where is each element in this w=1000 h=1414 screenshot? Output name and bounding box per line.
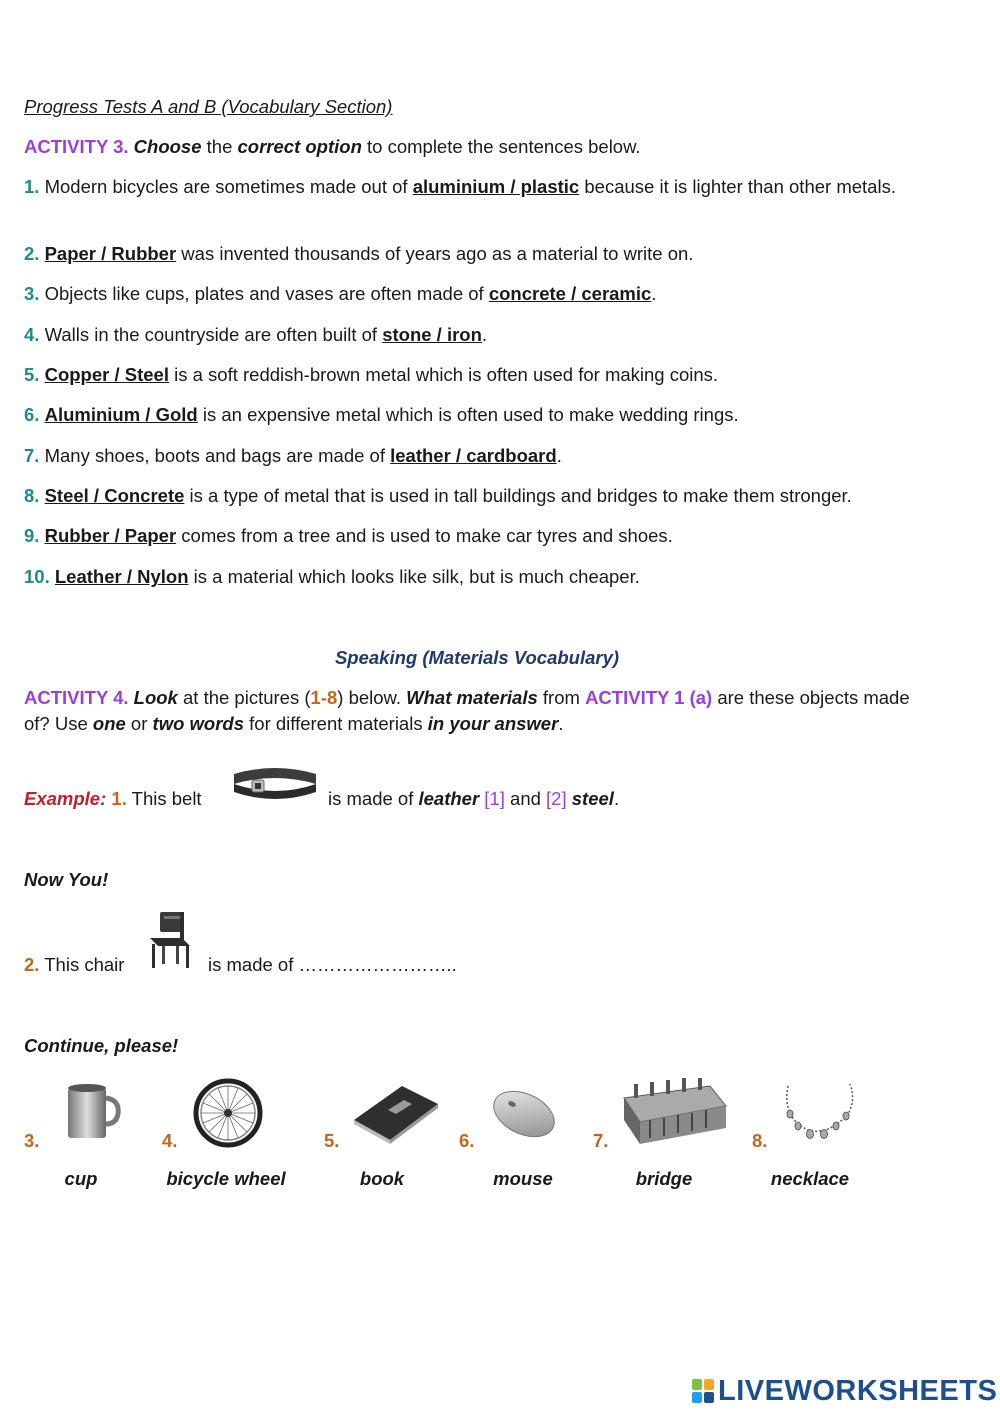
activity3-item-5: 5. Copper / Steel is a soft reddish-brown metal which is often used for making coins. (24, 364, 719, 385)
option-choice[interactable]: concrete / ceramic (488, 283, 652, 304)
option-choice[interactable]: Rubber / Paper (44, 525, 177, 546)
activity3-item-7: 7. Many shoes, boots and bags are made of leather / cardboard. (24, 445, 562, 466)
activity4-instruction: ACTIVITY 4. Look at the pictures (1-8) below. What materials from ACTIVITY 1 (a) are these objects made of? Use one or two words for different materials in your answer. (24, 687, 910, 734)
activity3-item-1: 1. Modern bicycles are sometimes made out of aluminium / plastic because it is lighter than other metals. (24, 176, 896, 197)
option-choice[interactable]: stone / iron (382, 324, 482, 345)
necklace-image (778, 1078, 860, 1144)
picture-caption: mouse (493, 1168, 553, 1189)
option-choice[interactable]: Copper / Steel (44, 364, 169, 385)
picture-number: 4. (162, 1130, 178, 1151)
question-2-answer[interactable]: is made of …………………….. (208, 954, 457, 975)
page-title: Progress Tests A and B (Vocabulary Section) (24, 96, 393, 117)
option-choice[interactable]: Leather / Nylon (54, 566, 189, 587)
activity3-item-10: 10. Leather / Nylon is a material which looks like silk, but is much cheaper. (24, 566, 640, 587)
option-choice[interactable]: Aluminium / Gold (44, 404, 198, 425)
option-choice[interactable]: Paper / Rubber (44, 243, 177, 264)
picture-caption: book (359, 1168, 405, 1189)
example-answer: is made of leather [1] and [2] steel. (328, 788, 620, 809)
option-choice[interactable]: Steel / Concrete (44, 485, 185, 506)
bicycle-wheel-image (188, 1078, 268, 1148)
picture-number: 6. (459, 1130, 475, 1151)
cup-image (60, 1078, 128, 1146)
picture-number: 8. (752, 1130, 768, 1151)
belt-image (228, 760, 322, 806)
activity3-item-8: 8. Steel / Concrete is a type of metal that is used in tall buildings and bridges to make them stronger. (24, 485, 852, 506)
picture-caption: bridge (635, 1168, 693, 1189)
picture-number: 7. (593, 1130, 609, 1151)
liveworksheets-logo[interactable] (692, 1376, 997, 1406)
activity3-item-9: 9. Rubber / Paper comes from a tree and is used to make car tyres and shoes. (24, 525, 673, 546)
chair-image (140, 908, 204, 972)
activity3-label: ACTIVITY 3. (24, 136, 129, 157)
activity3-item-6: 6. Aluminium / Gold is an expensive metal which is often used to make wedding rings. (24, 404, 739, 425)
bridge-image (620, 1076, 730, 1148)
section-title: Speaking (Materials Vocabulary) (334, 647, 620, 668)
activity4-label: ACTIVITY 4. (24, 687, 129, 708)
picture-number: 3. (24, 1130, 40, 1151)
mouse-image (486, 1082, 562, 1144)
picture-number: 5. (324, 1130, 340, 1151)
activity3-item-3: 3. Objects like cups, plates and vases are often made of concrete / ceramic. (24, 283, 657, 304)
activity3-item-4: 4. Walls in the countryside are often built of stone / iron. (24, 324, 488, 345)
option-choice[interactable]: aluminium / plastic (412, 176, 580, 197)
logo-icon (692, 1379, 714, 1403)
book-image (348, 1076, 442, 1146)
activity3-item-2: 2. Paper / Rubber was invented thousands of years ago as a material to write on. (24, 243, 694, 264)
picture-caption: bicycle wheel (166, 1168, 286, 1189)
picture-caption: cup (64, 1168, 98, 1189)
option-choice[interactable]: leather / cardboard (390, 445, 557, 466)
logo-text: LIVEWORKSHEETS (718, 1374, 998, 1407)
continue-heading: Continue, please! (24, 1035, 179, 1056)
picture-caption: necklace (770, 1168, 850, 1189)
example-line: Example: 1. This belt (24, 788, 202, 809)
question-2: 2. This chair (24, 954, 125, 975)
activity3-instruction: ACTIVITY 3. Choose the correct option to complete the sentences below. (24, 136, 641, 157)
now-you-heading: Now You! (24, 869, 109, 890)
